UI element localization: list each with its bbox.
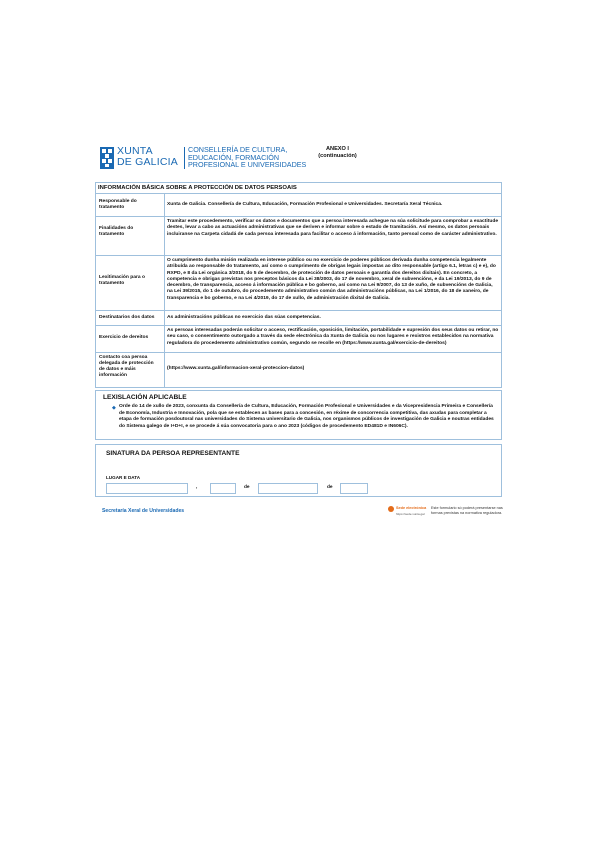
sede-icon (388, 506, 394, 512)
sede-description: Este formulario só poderá presentarse nas formas previstas na normativa reguladora. (431, 506, 503, 515)
logo-line-1: XUNTA (117, 145, 153, 157)
data-protection-table (95, 182, 502, 388)
place-field[interactable] (106, 483, 188, 494)
row-label: Responsable do tratamento (99, 199, 137, 210)
column-divider (164, 326, 165, 352)
xunta-logo-icon (100, 147, 114, 169)
table-row (96, 255, 501, 310)
row-label: Lexitimación para o tratamento (99, 275, 145, 286)
signature-section (95, 444, 502, 497)
data-protection-title: INFORMACIÓN BÁSICA SOBRE A PROTECCIÓN DE DATOS PERSOAIS (98, 185, 297, 191)
footer-department: Secretaría Xeral de Universidades (102, 508, 185, 514)
day-field[interactable] (210, 483, 236, 494)
column-divider (164, 311, 165, 325)
dept-line-2: EDUCACIÓN, FORMACIÓN (188, 152, 280, 162)
column-divider (164, 217, 165, 255)
table-row (96, 216, 501, 255)
comma-separator: , (196, 485, 198, 490)
row-label: Exercicio de dereitos (99, 335, 149, 340)
row-value: Tramitar este procedemento, verificar os datos e documentos que a persoa interesada achegue na súa solicitude para comprobar a exactitude destes, levar a cabo as actuacións administrativas que se deriven e informar sobre o estado de tramitación. Así mesmo, os datos persoais incluiranse na Carpeta cidadá de cada persoa interesada para facilitar o acceso á información, tanto persoal como de carácter administrativo. (167, 219, 499, 237)
xunta-logo (100, 146, 182, 172)
row-value: (https://www.xunta.gal/informacion-xeral-proteccion-datos) (167, 366, 305, 371)
table-row (96, 325, 501, 352)
de-separator-1: de (244, 485, 250, 490)
row-value: Xunta de Galicia. Consellería de Cultura, Educación, Formación Profesional e Universidades. Secretaría Xeral Técnica. (167, 202, 443, 207)
department-name (188, 146, 306, 169)
column-divider (164, 256, 165, 310)
table-row (96, 352, 501, 388)
annex-subtitle: (continuación) (318, 153, 357, 159)
table-row (96, 310, 501, 325)
column-divider (164, 194, 165, 216)
logo-wordmark (117, 146, 178, 167)
header-divider (184, 147, 185, 169)
document-header (100, 146, 500, 172)
annex-title: ANEXO I (325, 146, 349, 152)
month-field[interactable] (258, 483, 318, 494)
footer-sede (388, 505, 513, 521)
legislation-item: Orde do 14 de xullo de 2023, conxunta da Consellería de Cultura, Educación, Formación Profesional e Universidades e da Vicepresidencia Primeira e Consellería de Economía, Industria e Innovación, pola que se establecen as bases para a concesión, en réxime de concorrencia competitiva, das axudas para completar a etapa de formación posdoutoral nas universidades do Sistema universitario de Galicia, nos organismos públicos de investigación de Galicia e noutras entidades do Sistema galego de I+D+I, e se procede á súa convocatoria para o ano 2023 (códigos de procedemento ED481D e IN606C). (119, 404, 494, 429)
legislation-title: LEXISLACIÓN APLICABLE (103, 394, 187, 401)
row-value: As administracións públicas no exercicio das súas competencias. (167, 315, 321, 320)
column-divider (164, 353, 165, 388)
row-label: Contacto coa persoa delegada de protección de datos e máis información (99, 355, 154, 378)
signature-title: SINATURA DA PERSOA REPRESENTANTE (106, 450, 240, 457)
dept-line-1: CONSELLERÍA DE CULTURA, (188, 145, 288, 154)
legislation-section (95, 390, 502, 440)
row-label: Destinatarios dos datos (99, 315, 155, 320)
logo-line-2: DE GALICIA (117, 155, 178, 168)
row-label: Finalidades do tratamento (99, 226, 134, 237)
row-value: As persoas interesadas poderán solicitar o acceso, rectificación, oposición, limitación, portabilidade e supresión dos seus datos ou retirar, no seu caso, o consentimento outorgado a través da sede electrónica da Xunta de Galicia ou nos lugares e rexistros establecidos na normativa reguladora do procedemento administrativo común, segundo se recolle en (https://www.xunta.gal/exercicio-de-dereitos) (167, 328, 499, 346)
place-date-label: LUGAR E DATA (106, 475, 141, 480)
table-row (96, 193, 501, 216)
row-value: O cumprimento dunha misión realizada en interese público ou no exercicio de poderes públicos derivada dunha competencia legalmente atribuída ao responsable do tratamento, así como o cumprimento de obrigas legais impostas ao dito responsable (artigo 6.1, letras c) e e), do RXPD, e 8 da Lei orgánica 3/2018, do 5 de decembro, de protección de datos persoais e garantía dos dereitos dixitais). En concreto, a competencia e obrigas previstas nos preceptos básicos da Lei 38/2003, do 17 de novembro, xeral de subvencións, e da Lei 19/2013, do 9 de decembro, de transparencia, acceso á información pública e bo goberno, así como na Lei 9/2007, do 13 de xuño, de subvencións de Galicia, na Lei 39/2015, do 1 de outubro, do procedemento administrativo común das administracións públicas, na Lei 1/2016, do 18 de xaneiro, de transparencia e bo goberno, e na Lei 4/2019, do 17 de xullo, de administración dixital de Galicia. (167, 258, 496, 301)
sede-label[interactable]: Sede electrónica (396, 506, 427, 510)
sede-url[interactable]: https://sede.xunta.gal (396, 512, 425, 516)
annex-label (310, 146, 365, 160)
de-separator-2: de (327, 485, 333, 490)
dept-line-3: PROFESIONAL E UNIVERSIDADES (188, 160, 307, 170)
year-field[interactable] (340, 483, 368, 494)
bullet-icon: ◆ (112, 405, 116, 411)
